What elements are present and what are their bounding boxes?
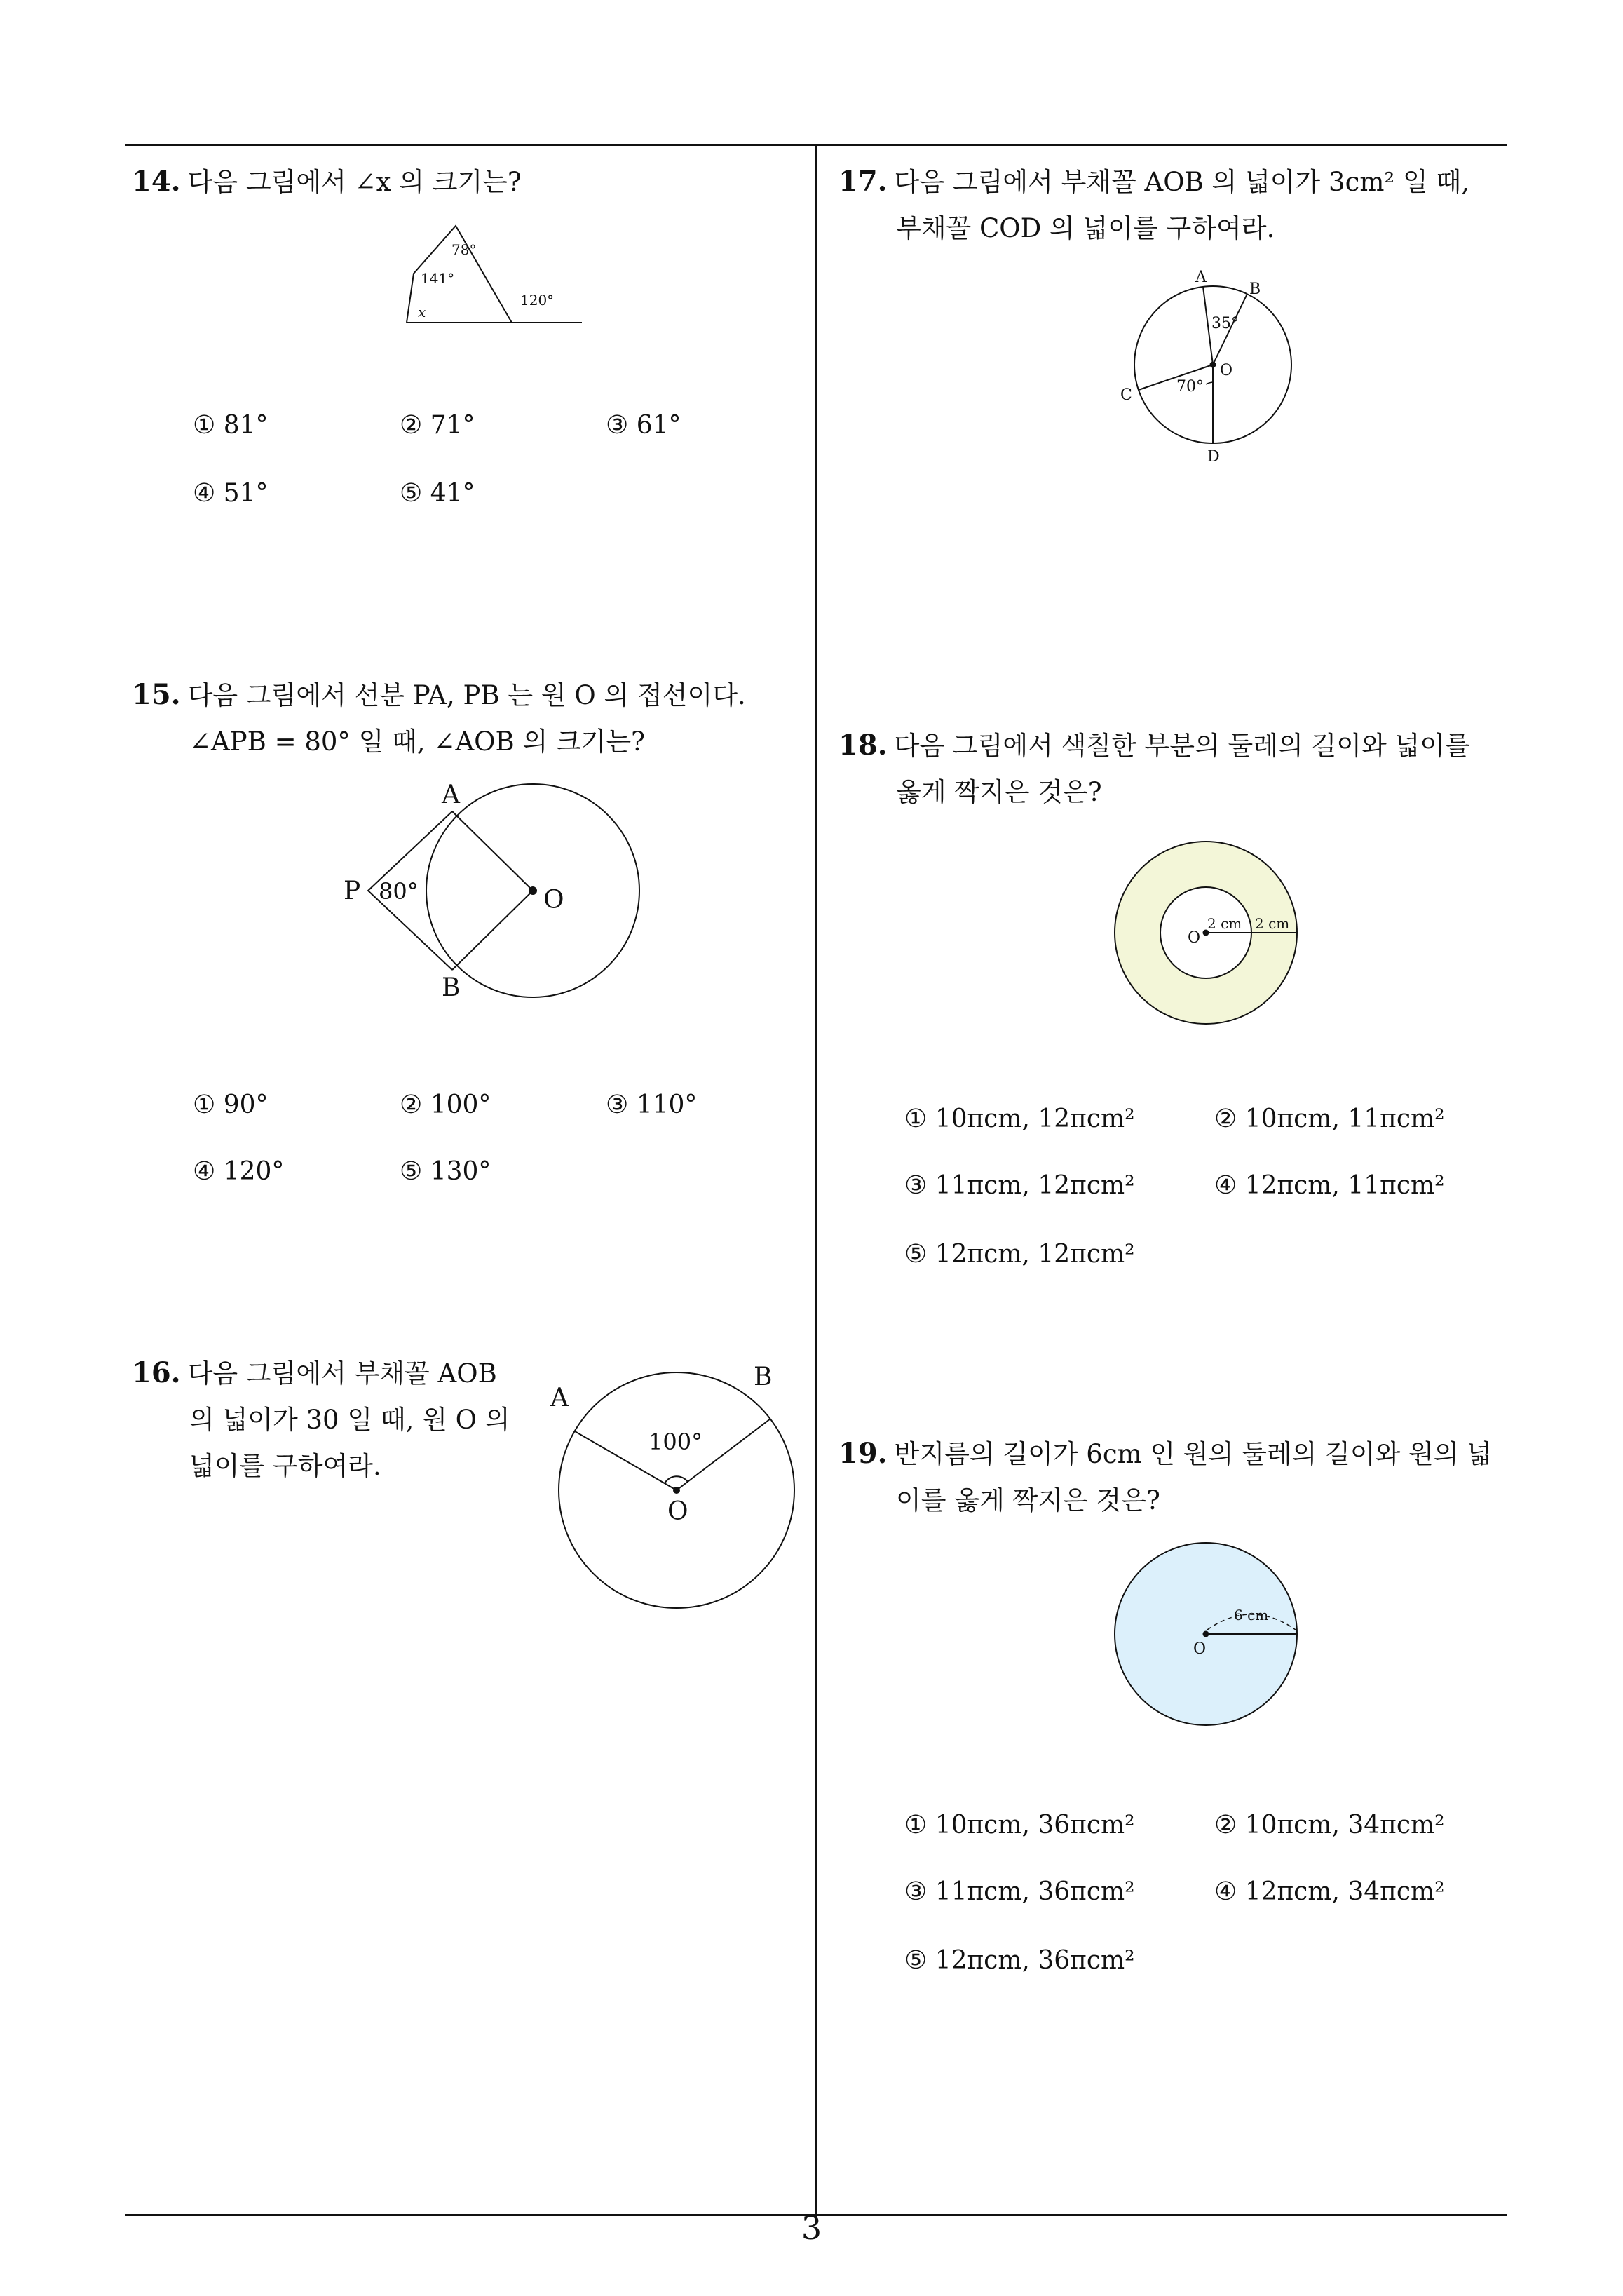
label-B: B — [754, 1363, 773, 1391]
question-text: 다음 그림에서 선분 PA, PB 는 원 O 의 접선이다. — [187, 680, 746, 710]
label-A: A — [550, 1384, 569, 1412]
question-15 — [132, 672, 746, 765]
label-120: 120° — [520, 292, 555, 309]
option-15-4[interactable]: ④ 120° — [193, 1157, 285, 1186]
option-18-4[interactable]: ④ 12πcm, 11πcm² — [1214, 1171, 1445, 1200]
label-r: 6 cm — [1234, 1607, 1269, 1623]
question-number: 18. — [838, 729, 888, 762]
label-B: B — [442, 973, 461, 1002]
figure-19-disc — [1101, 1536, 1325, 1746]
label-r1: 2 cm — [1207, 915, 1242, 932]
question-number: 15. — [132, 678, 181, 711]
label-x: x — [418, 304, 426, 320]
label-D: D — [1207, 448, 1220, 466]
question-text: 옳게 짝지은 것은? — [896, 777, 1102, 807]
label-70: 70° — [1176, 378, 1204, 396]
option-15-1[interactable]: ① 90° — [193, 1090, 269, 1119]
figure-17-circle — [1115, 266, 1297, 470]
option-19-4[interactable]: ④ 12πcm, 34πcm² — [1214, 1877, 1445, 1906]
question-text: 넓이를 구하여라. — [189, 1451, 381, 1481]
question-text: 다음 그림에서 부채꼴 AOB — [187, 1358, 497, 1389]
question-text: 이를 옳게 짝지은 것은? — [896, 1485, 1160, 1515]
question-text: 부채꼴 COD 의 넓이를 구하여라. — [896, 213, 1275, 243]
question-text: 다음 그림에서 ∠x 의 크기는? — [187, 167, 522, 197]
figure-15-tangents — [337, 778, 652, 1010]
question-number: 16. — [132, 1356, 181, 1389]
label-O: O — [1188, 929, 1201, 947]
label-P: P — [344, 877, 361, 905]
column-divider — [815, 144, 817, 2217]
question-14 — [132, 158, 522, 205]
question-text: 반지름의 길이가 6cm 인 원의 둘레의 길이와 원의 넓 — [894, 1439, 1493, 1469]
option-15-5[interactable]: ⑤ 130° — [400, 1157, 491, 1186]
option-14-1[interactable]: ① 81° — [193, 411, 269, 440]
question-text: 의 넓이가 30 일 때, 원 O 의 — [189, 1405, 510, 1435]
option-18-5[interactable]: ⑤ 12πcm, 12πcm² — [904, 1240, 1135, 1269]
figure-14-polygon — [393, 217, 589, 330]
figure-18-annulus — [1101, 835, 1325, 1045]
option-19-5[interactable]: ⑤ 12πcm, 36πcm² — [904, 1946, 1135, 1975]
option-19-3[interactable]: ③ 11πcm, 36πcm² — [904, 1877, 1135, 1906]
label-A: A — [442, 781, 460, 809]
label-80: 80° — [379, 878, 419, 905]
question-number: 17. — [838, 165, 888, 198]
option-15-3[interactable]: ③ 110° — [606, 1090, 698, 1119]
question-18 — [838, 722, 1470, 816]
option-18-2[interactable]: ② 10πcm, 11πcm² — [1214, 1105, 1445, 1133]
label-B: B — [1249, 281, 1261, 298]
label-C: C — [1120, 386, 1132, 404]
question-text: ∠APB = 80° 일 때, ∠AOB 의 크기는? — [189, 727, 646, 757]
option-18-3[interactable]: ③ 11πcm, 12πcm² — [904, 1171, 1135, 1200]
question-16 — [132, 1350, 510, 1490]
option-15-2[interactable]: ② 100° — [400, 1090, 491, 1119]
label-O: O — [1193, 1640, 1207, 1658]
option-14-4[interactable]: ④ 51° — [193, 479, 269, 508]
label-O: O — [667, 1497, 688, 1526]
option-19-2[interactable]: ② 10πcm, 34πcm² — [1214, 1811, 1445, 1839]
question-number: 19. — [838, 1437, 888, 1470]
option-14-3[interactable]: ③ 61° — [606, 411, 681, 440]
figure-16-sector — [550, 1363, 806, 1616]
label-A: A — [1195, 269, 1207, 286]
option-19-1[interactable]: ① 10πcm, 36πcm² — [904, 1811, 1135, 1839]
question-text: 다음 그림에서 부채꼴 AOB 의 넓이가 3cm² 일 때, — [894, 167, 1469, 197]
label-35: 35° — [1211, 315, 1239, 332]
label-r2: 2 cm — [1255, 915, 1290, 932]
question-number: 14. — [132, 165, 181, 198]
option-14-5[interactable]: ⑤ 41° — [400, 479, 475, 508]
label-O: O — [543, 886, 564, 914]
option-18-1[interactable]: ① 10πcm, 12πcm² — [904, 1105, 1135, 1133]
question-text: 다음 그림에서 색칠한 부분의 둘레의 길이와 넓이를 — [894, 731, 1470, 761]
question-19 — [838, 1431, 1492, 1524]
label-78: 78° — [451, 241, 477, 258]
label-100: 100° — [648, 1429, 703, 1455]
option-14-2[interactable]: ② 71° — [400, 411, 475, 440]
question-17 — [838, 158, 1469, 252]
page-number: 3 — [801, 2209, 822, 2247]
label-141: 141° — [421, 270, 455, 287]
label-O: O — [1220, 362, 1233, 379]
